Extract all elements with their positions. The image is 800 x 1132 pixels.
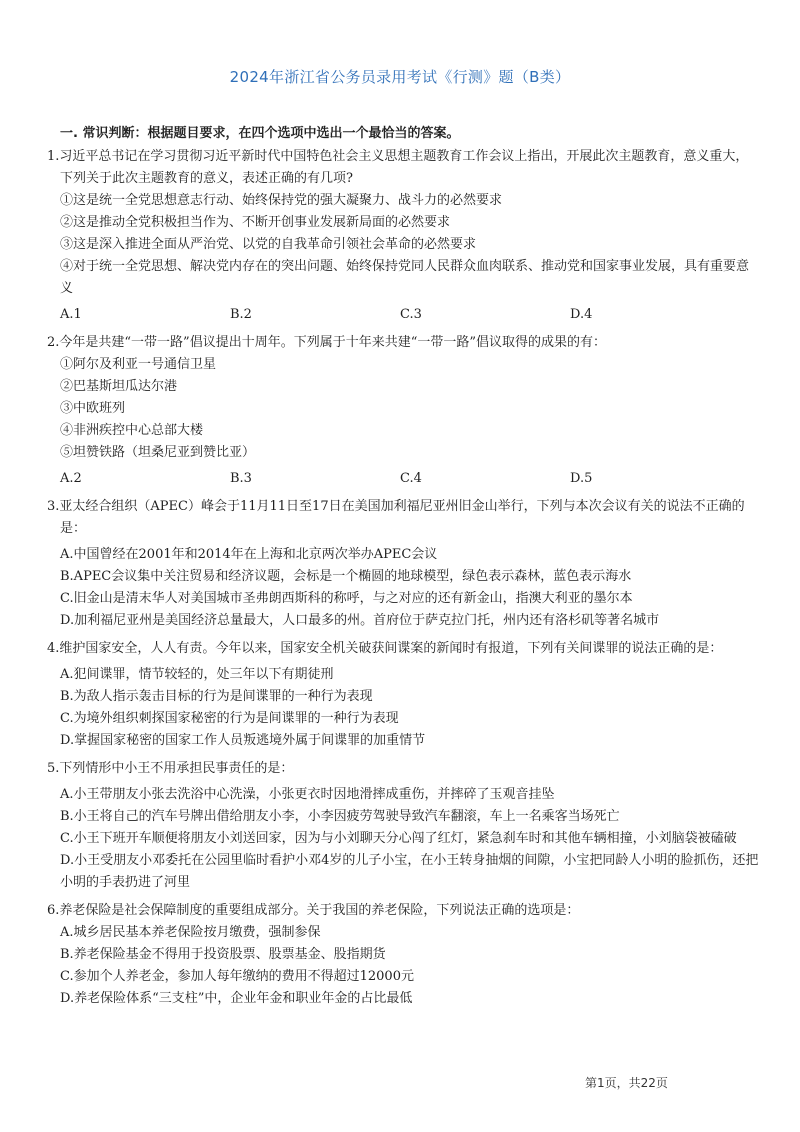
statement-item: ⑤坦赞铁路（坦桑尼亚到赞比亚） (60, 445, 256, 460)
option-c: C.小王下班开车顺便将朋友小刘送回家，因为与小刘聊天分心闯了红灯，紧急刹车时和其他车辆相撞，小刘脑袋被磕破 (60, 831, 737, 846)
statement-item: ②巴基斯坦瓜达尔港 (60, 379, 178, 394)
statement-item: ①阿尔及利亚一号通信卫星 (60, 357, 217, 372)
choice-d: D.4 (570, 307, 593, 322)
statement-item: ②这是推动全党积极担当作为、不断开创事业发展新局面的必然要求 (60, 215, 451, 230)
choice-a: A.1 (60, 307, 82, 322)
option-d: D.小王受朋友小邓委托在公园里临时看护小邓4岁的儿子小宝，在小王转身抽烟的间隙，小宝把同龄人小明的脸抓伤，还把小明的手表扔进了河里 (60, 853, 759, 890)
option-c: C.旧金山是清末华人对美国城市圣弗朗西斯科的称呼，与之对应的还有新金山，指澳大利亚的墨尔本 (60, 591, 633, 606)
question-4 (47, 638, 759, 752)
statement-item: ③这是深入推进全面从严治党、以党的自我革命引领社会革命的必然要求 (60, 237, 477, 252)
statement-item: ①这是统一全党思想意志行动、始终保持党的强大凝聚力、战斗力的必然要求 (60, 193, 503, 208)
question-2 (47, 332, 759, 490)
statement-item: ④非洲疾控中心总部大楼 (60, 423, 204, 438)
question-5 (47, 758, 759, 894)
page-title: 2024年浙江省公务员录用考试《行测》题（B类） (229, 68, 571, 86)
section-heading: 一. 常识判断：根据题目要求，在四个选项中选出一个最恰当的答案。 (60, 126, 460, 141)
question-stem: 5.下列情形中小王不用承担民事责任的是： (47, 761, 294, 776)
question-stem: 2.今年是共建“一带一路”倡议提出十周年。下列属于十年来共建“一带一路”倡议取得的成果的有： (47, 335, 606, 350)
question-stem: 4.维护国家安全，人人有责。今年以来，国家安全机关破获间谍案的新闻时有报道，下列有关间谍罪的说法正确的是： (47, 641, 723, 656)
option-b: B.小王将自己的汽车号牌出借给朋友小李，小李因疲劳驾驶导致汽车翻滚，车上一名乘客当场死亡 (60, 809, 620, 824)
question-stem: 1.习近平总书记在学习贯彻习近平新时代中国特色社会主义思想主题教育工作会议上指出，开展此次主题教育，意义重大，下列关于此次主题教育的意义，表述正确的有几项? (47, 149, 749, 186)
option-d: D.加利福尼亚州是美国经济总量最大，人口最多的州。首府位于萨克拉门托，州内还有洛杉矶等著名城市 (60, 613, 660, 628)
option-d: D.养老保险体系“三支柱”中，企业年金和职业年金的占比最低 (60, 991, 413, 1006)
option-a: A.城乡居民基本养老保险按月缴费，强制参保 (60, 925, 321, 940)
question-3 (47, 496, 759, 632)
question-6 (47, 900, 759, 1010)
choice-c: C.4 (400, 471, 422, 486)
question-stem: 3.亚太经合组织（APEC）峰会于11月11日至17日在美国加利福尼亚州旧金山举行，下列与本次会议有关的说法不正确的是： (47, 499, 745, 536)
statement-item: ④对于统一全党思想、解决党内存在的突出问题、始终保持党同人民群众血肉联系、推动党和国家事业发展，具有重要意义 (60, 259, 750, 296)
choice-row (60, 468, 759, 490)
choice-b: B.3 (230, 471, 252, 486)
choice-d: D.5 (570, 471, 593, 486)
question-1 (47, 146, 759, 326)
option-a: A.犯间谍罪，情节较轻的，处三年以下有期徒刑 (60, 667, 334, 682)
question-stem: 6.养老保险是社会保障制度的重要组成部分。关于我国的养老保险，下列说法正确的选项是： (47, 903, 580, 918)
choice-c: C.3 (400, 307, 422, 322)
option-a: A.小王带朋友小张去洗浴中心洗澡，小张更衣时因地滑摔成重伤，并摔碎了玉观音挂坠 (60, 787, 555, 802)
option-b: B.为敌人指示轰击目标的行为是间谍罪的一种行为表现 (60, 689, 373, 704)
option-b: B.养老保险基金不得用于投资股票、股票基金、股指期货 (60, 947, 386, 962)
question-list (47, 146, 759, 1016)
option-c: C.为境外组织刺探国家秘密的行为是间谍罪的一种行为表现 (60, 711, 399, 726)
choice-b: B.2 (230, 307, 252, 322)
option-a: A.中国曾经在2001年和2014年在上海和北京两次举办APEC会议 (60, 547, 438, 562)
statement-item: ③中欧班列 (60, 401, 126, 416)
page-footer: 第1页，共22页 (585, 1076, 668, 1090)
option-c: C.参加个人养老金，参加人每年缴纳的费用不得超过12000元 (60, 969, 414, 984)
option-b: B.APEC会议集中关注贸易和经济议题，会标是一个椭圆的地球模型，绿色表示森林，蓝色表示海水 (60, 569, 632, 584)
choice-row (60, 304, 759, 326)
choice-a: A.2 (60, 471, 82, 486)
option-d: D.掌握国家秘密的国家工作人员叛逃境外属于间谍罪的加重情节 (60, 733, 426, 748)
